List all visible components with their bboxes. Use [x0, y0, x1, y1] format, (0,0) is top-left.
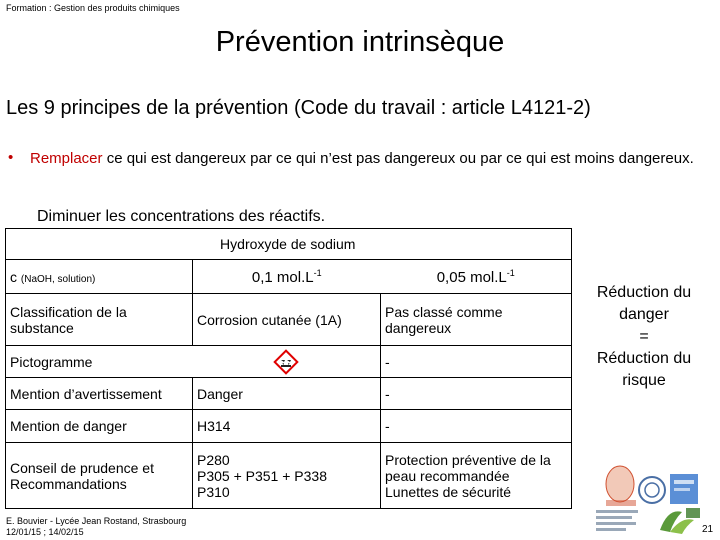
c-subscript: (NaOH, solution) [20, 273, 96, 285]
row-label-warning: Mention d’avertissement [6, 378, 193, 410]
slide-subtitle: Les 9 principes de la prévention (Code du travail : article L4121-2) [6, 97, 591, 119]
table-row [6, 346, 572, 378]
page-number: 21 [702, 524, 714, 535]
row-label-advice: Conseil de prudence et Recommandations [6, 443, 193, 509]
row-v2-pictogram: - [381, 346, 572, 378]
concentration-2 [381, 260, 572, 294]
row-v1-classification: Corrosion cutanée (1A) [193, 294, 381, 346]
row-v2-classification: Pas classé comme dangereux [381, 294, 572, 346]
bullet-body: ce qui est dangereux par ce qui n’est pas dangereux ou par ce qui est moins dangereux. [102, 150, 694, 167]
corrosion-pictogram-icon [273, 349, 299, 375]
table-header [193, 229, 572, 260]
aside-note [592, 282, 696, 392]
bullet-text [30, 149, 700, 169]
row-v1-advice: P280 P305 + P351 + P338 P310 [193, 443, 381, 509]
header-note: Formation : Gestion des produits chimiques [6, 3, 180, 13]
bullet-highlight: Remplacer [30, 150, 103, 167]
footer-dates: 12/01/15 ; 14/02/15 [6, 527, 84, 537]
bullet-marker: • [8, 149, 14, 166]
footer [6, 516, 186, 538]
table-header-row [6, 229, 572, 260]
table-row [6, 443, 572, 509]
row-v1-hazard: H314 [193, 410, 381, 443]
row-label-classification: Classification de la substance [6, 294, 193, 346]
row-v2-advice: Protection préventive de la peau recommandée Lunettes de sécurité [381, 443, 572, 509]
c-symbol: c [10, 268, 17, 285]
table-header-label: Hydroxyde de sodium [220, 236, 356, 252]
concentration-1 [193, 260, 381, 294]
conc-1-value: 0,1 mol.L [251, 268, 314, 286]
row-label-hazard: Mention de danger [6, 410, 193, 443]
row-label-pictogram: Pictogramme [6, 346, 193, 378]
table-row [6, 410, 572, 443]
table-row [6, 294, 572, 346]
conc-2-value: 0,05 mol.L [436, 268, 507, 286]
sub-point: Diminuer les concentrations des réactifs. [37, 208, 326, 225]
header-empty-cell [6, 229, 193, 260]
table-row [6, 378, 572, 410]
row-v1-warning: Danger [193, 378, 381, 410]
ghs-pictogram-cell [193, 346, 381, 378]
concentration-label [6, 260, 193, 294]
conc-2-exp: -1 [506, 267, 515, 278]
conc-1-exp: -1 [313, 267, 322, 278]
footer-author: E. Bouvier - Lycée Jean Rostand, Strasbourg [6, 516, 187, 526]
aside-equals: = [639, 328, 649, 345]
partner-logos-icon [590, 460, 708, 538]
aside-line-2: Réduction du risque [596, 350, 692, 389]
concentration-row [6, 260, 572, 294]
row-v2-hazard: - [381, 410, 572, 443]
row-v2-warning: - [381, 378, 572, 410]
comparison-table [5, 228, 572, 509]
aside-line-1: Réduction du danger [596, 284, 692, 323]
slide-title: Prévention intrinsèque [215, 26, 505, 58]
